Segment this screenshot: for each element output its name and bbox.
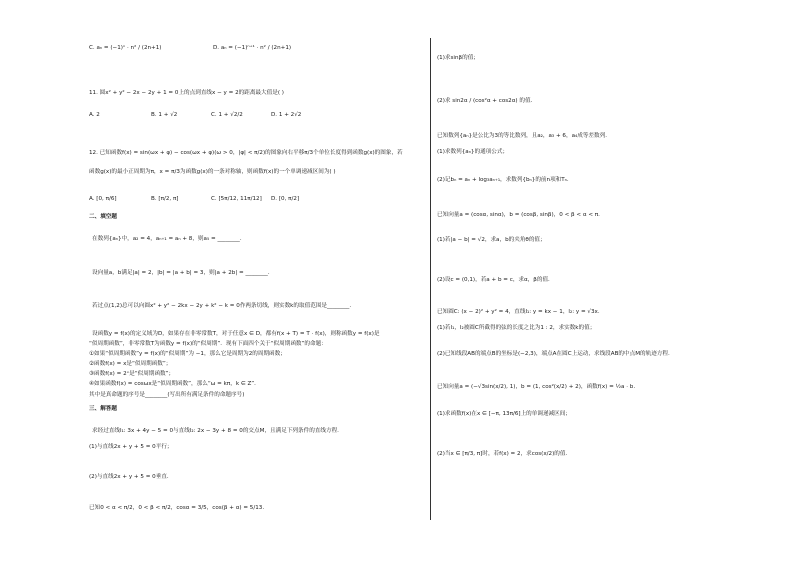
q19-stem: 已知数列{aₙ}是公比为3的等比数列，且a₂，a₃ + 6，a₄成等差数列. bbox=[437, 133, 607, 139]
q16-item1: ①如果“似周期函数”y = f(x)的“似周期”为 −1，那么它是周期为2的周期函数； bbox=[89, 351, 286, 357]
q18-part2: (2)求 sin2α / (cos²α + cos2α) 的值． bbox=[437, 98, 537, 104]
q12-stem-line2: 函数g(x)的最小正周期为π，x = π/3为函数g(x)的一条对称轴，则函数f(x)的一个单调递减区间为( ) bbox=[89, 169, 336, 175]
q11-option-d: D. 1 + 2√2 bbox=[271, 112, 302, 118]
q16-item4: ④如果函数f(x) = cosωx是“似周期函数”，那么“ω = kπ，k ∈ Z”． bbox=[89, 381, 260, 387]
q16-line-end: 其中是真命题的序号是________(写出所有满足条件的命题序号) bbox=[89, 392, 245, 398]
q20-part1: (1)若|a − b| = √2，求a，b的夹角θ的值； bbox=[437, 237, 546, 243]
q20-stem: 已知向量a = (cosα, sinα)，b = (cosβ, sinβ)，0 < β < α < π. bbox=[437, 212, 600, 218]
q16-line1: 设函数y = f(x)的定义域为D，如果存在非零常数T，对于任意x ∈ D，都有f(x + T) = T · f(x)，则称函数y = f(x)是 bbox=[92, 331, 380, 337]
section-heading-solutions: 三、解答题 bbox=[89, 406, 117, 412]
q17-part1: (1)与直线2x + y + 5 = 0平行； bbox=[89, 444, 173, 450]
q22-part1: (1)求函数f(x)在x ∈ [−π, 13π/6]上的单调递减区间； bbox=[437, 411, 571, 417]
q10-option-c: C. aₙ = (−1)ⁿ · n² / (2n+1) bbox=[89, 45, 162, 51]
q16-line2: “似周期函数”，非零常数T为函数y = f(x)的“似周期”．现有下面四个关于“似周期函数”的命题： bbox=[89, 341, 327, 347]
q12-option-a: A. [0, π/6] bbox=[89, 196, 117, 202]
q11-option-b: B. 1 + √2 bbox=[151, 112, 178, 118]
q11-option-c: C. 1 + √2/2 bbox=[211, 112, 243, 118]
q13: 在数列{aₙ}中，a₂ = 4，aₙ₊₁ = aₙ + 8，则a₅ = ________. bbox=[92, 236, 242, 242]
q11-stem: 11. 圆x² + y² − 2x − 2y + 1 = 0上的点到直线x − y = 2的距离最大值是( ) bbox=[89, 90, 284, 96]
q12-option-d: D. [0, π/2] bbox=[271, 196, 300, 202]
section-heading-fill-in: 二、填空题 bbox=[89, 214, 117, 220]
q22-part2: (2)当x ∈ [π/3, π]时，若f(x) = 2，求cos(x/2)的值. bbox=[437, 451, 568, 457]
q19-part2: (2)记bₙ = aₙ + log₃aₙ₊₁，求数列{bₙ}的前n项和Tₙ. bbox=[437, 177, 569, 183]
q18-part1: (1)求sinβ的值； bbox=[437, 55, 479, 61]
q10-option-d: D. aₙ = (−1)ⁿ⁺¹ · n² / (2n+1) bbox=[213, 45, 292, 51]
q17-stem: 求经过直线l₁: 3x + 4y − 5 = 0与直线l₂: 2x − 3y + 8 = 0的交点M，且满足下列条件的直线方程. bbox=[92, 428, 339, 434]
q11-option-a: A. 2 bbox=[89, 112, 100, 118]
q18-stem: 已知0 < α < π/2，0 < β < π/2，cosα = 3/5，cos(β + α) = 5/13. bbox=[89, 505, 265, 511]
column-divider bbox=[430, 38, 431, 520]
q12-option-b: B. [π/2, π] bbox=[151, 196, 179, 202]
q12-option-c: C. [5π/12, 11π/12] bbox=[211, 196, 262, 202]
q16-item3: ③函数f(x) = 2ˣ是“似周期函数”； bbox=[89, 371, 175, 377]
q14: 设向量a，b满足|a| = 2，|b| = |a + b| = 3，则|a + 2b| = ________. bbox=[92, 270, 270, 276]
q19-part1: (1)求数列{aₙ}的通项公式； bbox=[437, 149, 509, 155]
q16-item2: ②函数f(x) = x是“似周期函数”； bbox=[89, 361, 172, 367]
q20-part2: (2)设c = (0,1)，若a + b = c，求α，β的值． bbox=[437, 277, 554, 283]
q21-stem: 已知圆C: (x − 2)² + y² = 4，直线l₁: y = kx − 1，l₂: y = √3x. bbox=[437, 309, 600, 315]
q17-part2: (2)与直线2x + y + 5 = 0垂直． bbox=[89, 474, 173, 480]
q12-stem-line1: 12. 已知函数f(x) = sin(ωx + φ) − cos(ωx + φ)(ω > 0，|φ| < π/2)的图象向右平移π/3个单位长度得到函数g(x)的图象，若 bbox=[89, 150, 403, 156]
q22-stem: 已知向量a = (−√3sin(x/2), 1)，b = (1, cos²(x/2) + 2)，函数f(x) = ½a · b. bbox=[437, 384, 636, 390]
q21-part1: (1)若l₁，l₂被圆C所截得的弦的长度之比为1 : 2，求实数k的值； bbox=[437, 325, 596, 331]
q21-part2: (2)已知线段AB的端点B的坐标是(−2,3)，端点A在圆C上运动，求线段AB的中点M的轨迹方程. bbox=[437, 351, 670, 357]
q15: 若过点(1,2)总可以向圆x² + y² − 2kx − 2y + k² − k = 0作两条切线，则实数k的取值范围是________. bbox=[92, 303, 352, 309]
